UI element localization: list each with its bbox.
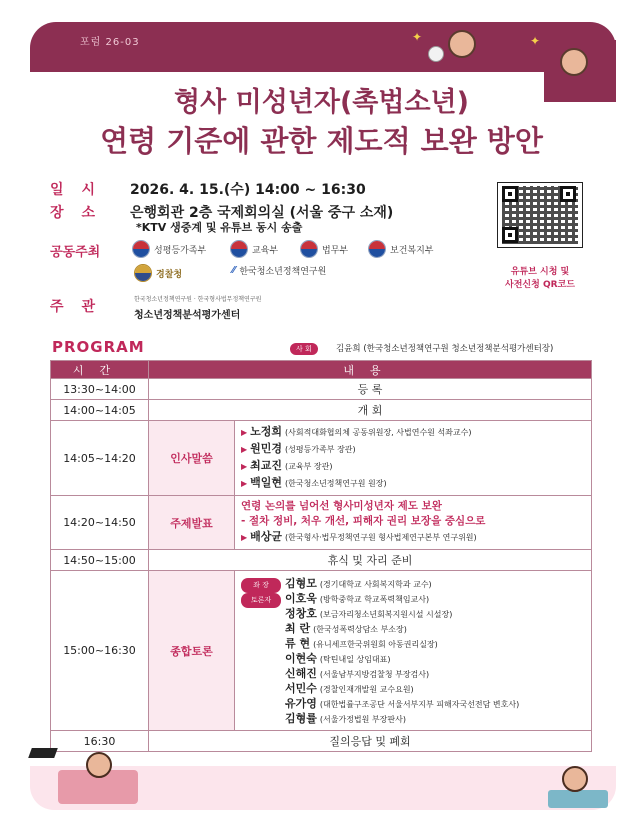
header-time: 시간 [51, 361, 149, 379]
row-category: 주제발표 [149, 496, 235, 550]
taegeuk-icon [132, 240, 150, 258]
cohost-logo: 법무부 [300, 240, 348, 258]
qr-code[interactable] [497, 182, 583, 248]
row-time: 14:20~14:50 [51, 496, 149, 550]
row-content: 등 록 [149, 379, 592, 400]
row-category: 종합토론 [149, 571, 235, 731]
place-value: 은행회관 2층 국제회의실 (서울 중구 소재) [130, 205, 394, 221]
table-row [51, 571, 592, 731]
host-label: 주관 [50, 299, 114, 315]
cohost-label: 공동주최 [50, 245, 101, 260]
greetings-speakers: ▶ 노정희 (사회적대화협의체 공동위원장, 사법연수원 석좌교수) ▶ 원민경 (성평등가족부 장관) ▶ 최교진 (교육부 장관) ▶ 백일현 (한국청소년정책연구원 원장) [235, 421, 592, 496]
program-title: PROGRAM [52, 338, 145, 356]
forum-number: 포럼 26-03 [80, 37, 140, 48]
table-row [51, 731, 592, 752]
table-row [51, 421, 592, 496]
taegeuk-icon [230, 240, 248, 258]
title-line-2: 연령 기준에 관한 제도적 보완 방안 [100, 124, 543, 158]
taegeuk-icon [368, 240, 386, 258]
row-content: 휴식 및 자리 준비 [149, 550, 592, 571]
date-value: 2026. 4. 15.(수) 14:00 ~ 16:30 [130, 182, 366, 198]
book-stack-illustration [548, 790, 608, 808]
moderator-tag: 사 회 [290, 343, 318, 355]
star-icon: ✦ [530, 34, 541, 48]
table-row [51, 550, 592, 571]
cohost-logo: ⁄⁄ 한국청소년정책연구원 [232, 265, 327, 277]
header-content: 내용 [149, 361, 592, 379]
title-line-1: 형사 미성년자(촉법소년) [174, 87, 469, 118]
row-time: 14:50~15:00 [51, 550, 149, 571]
host-logos: 한국청소년정책연구원 · 한국형사법무정책연구원 [134, 296, 262, 303]
taegeuk-icon [300, 240, 318, 258]
table-row [51, 379, 592, 400]
student-illustration [448, 30, 476, 58]
ball-illustration [428, 46, 444, 62]
cohost-logo: 성평등가족부 [132, 240, 206, 258]
player-illustration [560, 48, 588, 76]
discussion-panel: 좌 장 김형모 (경기대학교 사회복지학과 교수) 토론자 이호욱 (방학중학교 학교폭력책임교사) 정창호 (보금자리청소년회복지원시설 시설장) 최 란 (한국성폭력상담소 부소장) 류 현 (유니세프한국위원회 아동권리실장) 이현숙 (탁틴내일 상임대표) 신해진 (서울남부지방검찰청 부장검사) 서민수 (경찰인재개발원 교수요원) 유가영 (대한법률구조공단 서울서부지부 피해자국선전담 변호사) 김형률 (서울가정법원 부장판사) [235, 571, 592, 731]
row-time: 16:30 [51, 731, 149, 752]
date-label: 일시 [50, 182, 114, 198]
row-time: 14:00~14:05 [51, 400, 149, 421]
cohost-logo: 교육부 [230, 240, 278, 258]
row-time: 15:00~16:30 [51, 571, 149, 731]
table-row [51, 400, 592, 421]
row-time: 13:30~14:00 [51, 379, 149, 400]
star-icon: ✦ [412, 30, 423, 44]
cohost-logo: 보건복지부 [368, 240, 433, 258]
broadcast-note: *KTV 생중계 및 유튜브 동시 송출 [136, 221, 303, 234]
program-table [50, 360, 592, 752]
graduation-cap-icon [28, 748, 58, 758]
reader-illustration [86, 752, 112, 778]
row-content: 질의응답 및 폐회 [149, 731, 592, 752]
student-illustration [562, 766, 588, 792]
row-content: 개 회 [149, 400, 592, 421]
table-row [51, 496, 592, 550]
table-header-row [51, 361, 592, 379]
nypi-logo-icon: ⁄⁄ [232, 265, 236, 276]
presentation-detail: 연령 논의를 넘어선 형사미성년자 제도 보완 - 절차 정비, 처우 개선, 피해자 권리 보장을 중심으로 ▶ 배상균 (한국형사·법무정책연구원 형사법제연구본부 연구위원) [235, 496, 592, 550]
qr-caption-line-2: 사전신청 QR코드 [505, 280, 575, 290]
host-name: 청소년정책분석평가센터 [134, 310, 241, 321]
cohost-logo: 경찰청 [134, 264, 182, 282]
place-label: 장소 [50, 205, 114, 221]
row-category: 인사말씀 [149, 421, 235, 496]
police-emblem-icon [134, 264, 152, 282]
moderator: 김윤희 (한국청소년정책연구원 청소년정책분석평가센터장) [336, 344, 554, 354]
row-time: 14:05~14:20 [51, 421, 149, 496]
qr-caption-line-1: 유튜브 시청 및 [510, 267, 570, 277]
